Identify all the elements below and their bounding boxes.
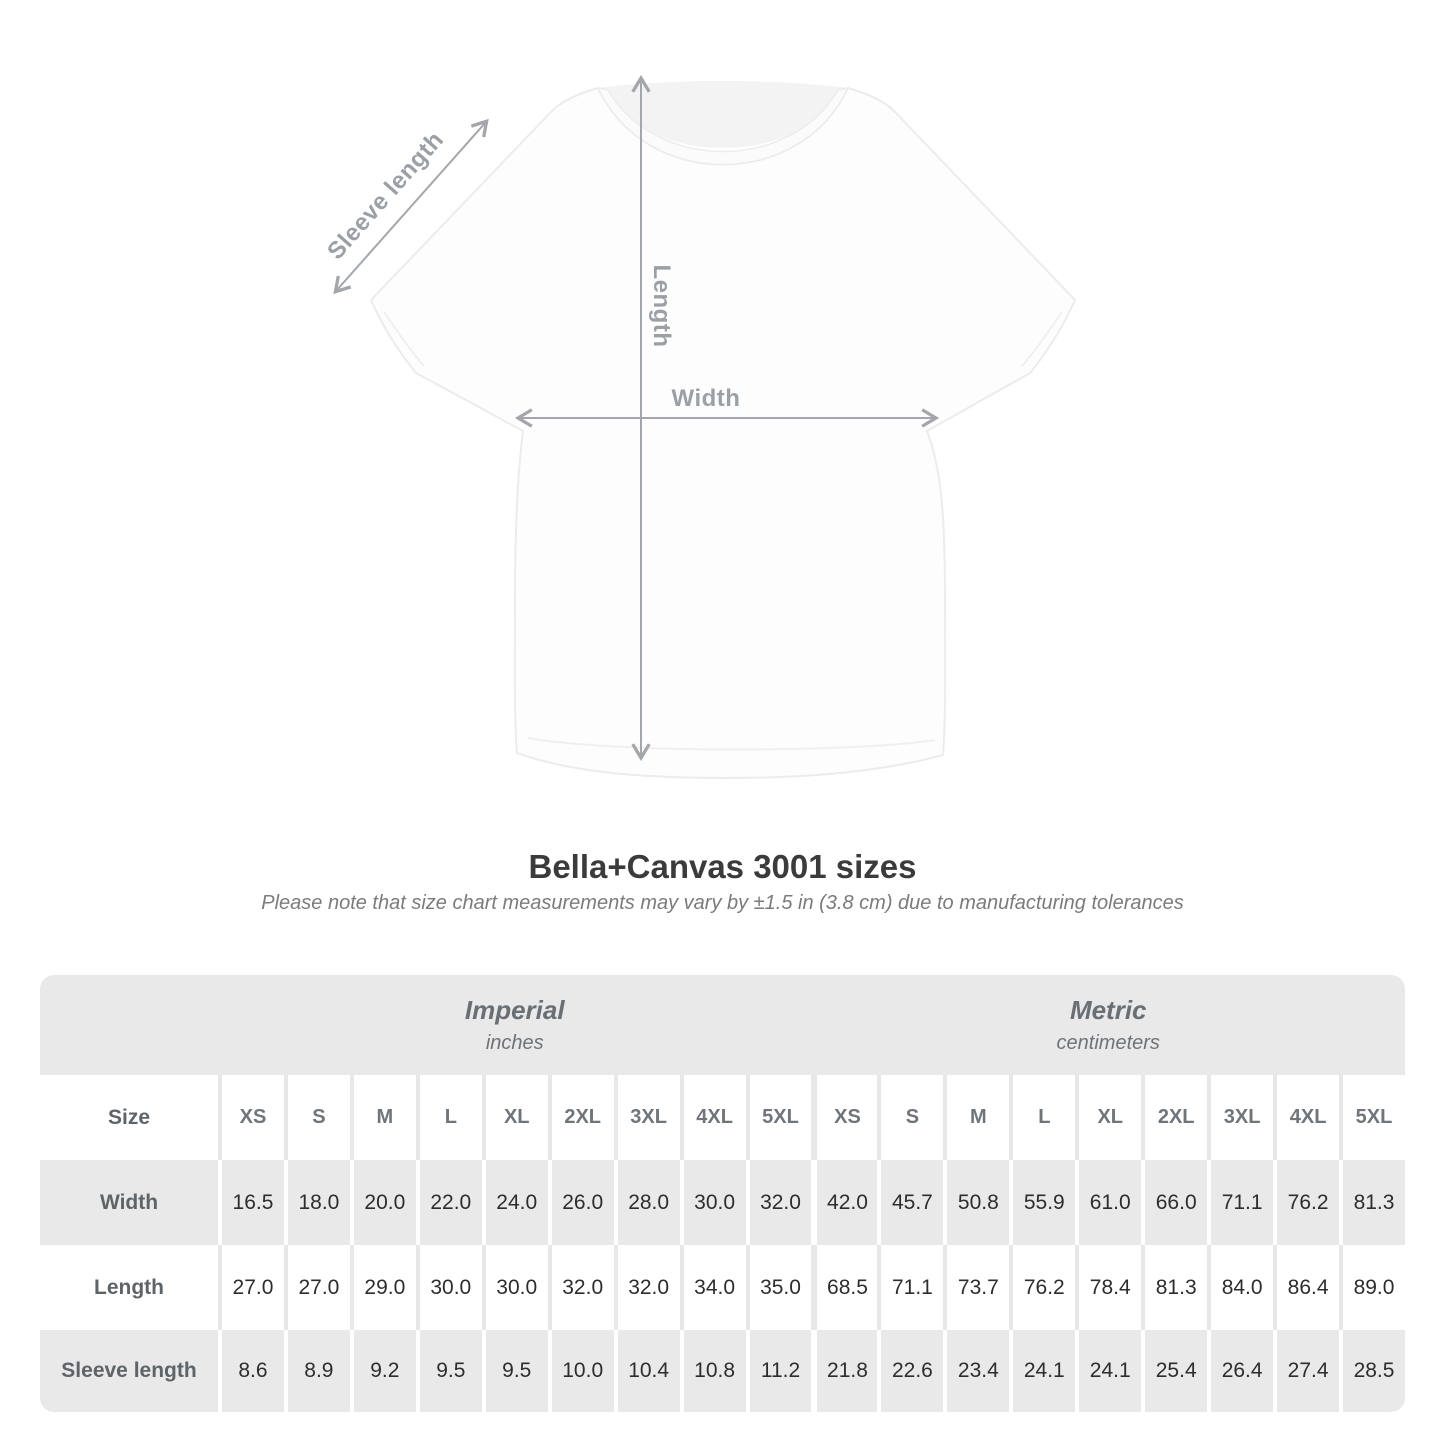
metric-unit: centimeters (1056, 1032, 1160, 1054)
width-row-label: Width (40, 1160, 218, 1245)
size-col-header: L (416, 1075, 482, 1160)
table-cell: 32.0 (548, 1245, 614, 1330)
table-cell: 50.8 (943, 1160, 1009, 1245)
table-cell: 9.5 (416, 1330, 482, 1412)
table-cell: 61.0 (1075, 1160, 1141, 1245)
length-dimension-label: Length (648, 264, 675, 348)
metric-group-header (811, 975, 1405, 1075)
size-col-header: 2XL (548, 1075, 614, 1160)
table-cell: 42.0 (811, 1160, 877, 1245)
table-cell: 32.0 (746, 1160, 812, 1245)
table-cell: 68.5 (811, 1245, 877, 1330)
size-col-header: M (943, 1075, 1009, 1160)
table-cell: 35.0 (746, 1245, 812, 1330)
table-cell: 10.8 (680, 1330, 746, 1412)
sleeve-length-row-label: Sleeve length (40, 1330, 218, 1412)
table-cell: 24.1 (1075, 1330, 1141, 1412)
table-cell: 81.3 (1141, 1245, 1207, 1330)
table-cell: 30.0 (416, 1245, 482, 1330)
table-cell: 29.0 (350, 1245, 416, 1330)
size-col-header: L (1009, 1075, 1075, 1160)
size-col-header: XL (1075, 1075, 1141, 1160)
imperial-group-header (218, 975, 811, 1075)
table-cell: 10.4 (614, 1330, 680, 1412)
table-cell: 28.0 (614, 1160, 680, 1245)
table-cell: 24.1 (1009, 1330, 1075, 1412)
tolerance-note: Please note that size chart measurements may vary by ±1.5 in (3.8 cm) due to manufacturing tolerances (261, 892, 1184, 914)
table-cell: 89.0 (1339, 1245, 1405, 1330)
table-cell: 22.6 (877, 1330, 943, 1412)
length-row-label: Length (40, 1245, 218, 1330)
table-cell: 24.0 (482, 1160, 548, 1245)
size-col-header: 5XL (746, 1075, 812, 1160)
sleeve-length-dimension-label: Sleeve length (322, 126, 450, 265)
size-col-header: 4XL (680, 1075, 746, 1160)
table-cell: 45.7 (877, 1160, 943, 1245)
size-col-header: S (284, 1075, 350, 1160)
size-table (40, 975, 1405, 1412)
size-row-label: Size (40, 1075, 218, 1160)
table-cell: 22.0 (416, 1160, 482, 1245)
width-dimension-label: Width (671, 385, 741, 412)
table-cell: 21.8 (811, 1330, 877, 1412)
table-cell: 27.0 (218, 1245, 284, 1330)
table-cell: 71.1 (1207, 1160, 1273, 1245)
imperial-label: Imperial (464, 995, 565, 1025)
table-cell: 8.6 (218, 1330, 284, 1412)
table-cell: 76.2 (1009, 1245, 1075, 1330)
size-col-header: XL (482, 1075, 548, 1160)
metric-label: Metric (1069, 995, 1147, 1025)
table-cell: 32.0 (614, 1245, 680, 1330)
table-cell: 26.4 (1207, 1330, 1273, 1412)
table-cell: 26.0 (548, 1160, 614, 1245)
table-cell: 73.7 (943, 1245, 1009, 1330)
table-cell: 84.0 (1207, 1245, 1273, 1330)
table-cell: 27.4 (1273, 1330, 1339, 1412)
tshirt-illustration (371, 81, 1075, 778)
table-cell: 71.1 (877, 1245, 943, 1330)
table-cell: 11.2 (746, 1330, 812, 1412)
table-cell: 16.5 (218, 1160, 284, 1245)
size-col-header: 2XL (1141, 1075, 1207, 1160)
table-cell: 23.4 (943, 1330, 1009, 1412)
size-col-header: S (877, 1075, 943, 1160)
table-cell: 30.0 (680, 1160, 746, 1245)
table-cell: 30.0 (482, 1245, 548, 1330)
size-col-header: 3XL (1207, 1075, 1273, 1160)
table-cell: 27.0 (284, 1245, 350, 1330)
table-cell: 25.4 (1141, 1330, 1207, 1412)
size-col-header: 3XL (614, 1075, 680, 1160)
page-title: Bella+Canvas 3001 sizes (528, 848, 917, 885)
table-cell: 28.5 (1339, 1330, 1405, 1412)
size-col-header: 5XL (1339, 1075, 1405, 1160)
size-col-header: XS (811, 1075, 877, 1160)
size-col-header: M (350, 1075, 416, 1160)
table-cell: 86.4 (1273, 1245, 1339, 1330)
table-cell: 8.9 (284, 1330, 350, 1412)
table-cell: 10.0 (548, 1330, 614, 1412)
table-cell: 34.0 (680, 1245, 746, 1330)
size-col-header: XS (218, 1075, 284, 1160)
table-cell: 20.0 (350, 1160, 416, 1245)
imperial-unit: inches (485, 1032, 544, 1054)
size-col-header: 4XL (1273, 1075, 1339, 1160)
table-cell: 55.9 (1009, 1160, 1075, 1245)
table-cell: 76.2 (1273, 1160, 1339, 1245)
table-cell: 9.5 (482, 1330, 548, 1412)
table-cell: 66.0 (1141, 1160, 1207, 1245)
table-cell: 81.3 (1339, 1160, 1405, 1245)
table-cell: 9.2 (350, 1330, 416, 1412)
table-cell: 18.0 (284, 1160, 350, 1245)
table-cell: 78.4 (1075, 1245, 1141, 1330)
